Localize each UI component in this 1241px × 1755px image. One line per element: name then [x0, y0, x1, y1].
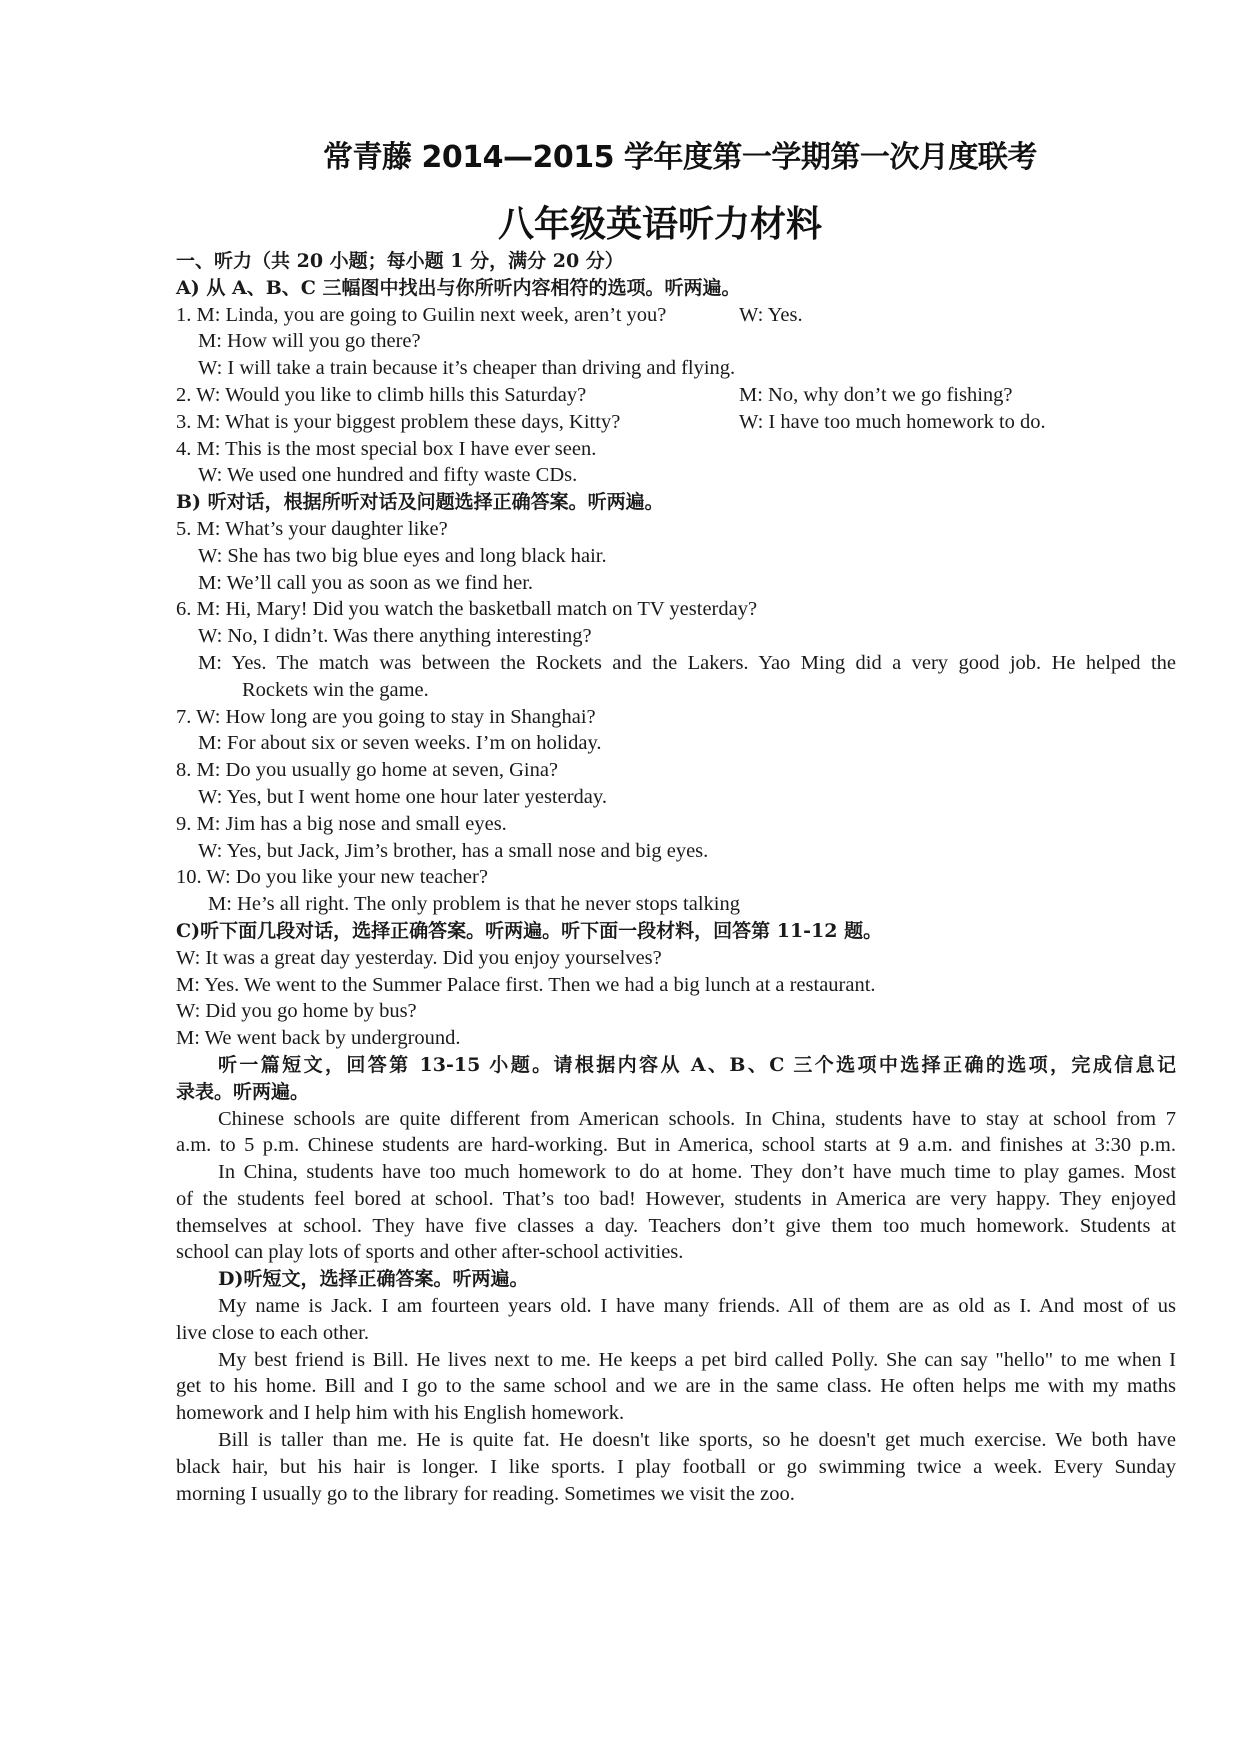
q8-line-b: W: Yes, but I went home one hour later yesterday. — [198, 785, 607, 808]
q10-line-a: 10. W: Do you like your new teacher? — [176, 866, 488, 889]
d-passage-3-line-2: black hair, but his hair is longer. I like sports. I play football or go swimming twice a week. Every Sunday — [176, 1455, 1176, 1478]
q5-line-c: M: We’ll call you as soon as we find her. — [198, 571, 534, 594]
q1-line-d: W: I will take a train because it’s cheaper than driving and flying. — [198, 357, 736, 380]
part-b-heading: B) 听对话，根据所听对话及问题选择正确答案。听两遍。 — [176, 491, 664, 514]
d-passage-3-line-3: morning I usually go to the library for reading. Sometimes we visit the zoo. — [176, 1482, 795, 1505]
q6-line-c2: Rockets win the game. — [242, 678, 429, 701]
q1-line-b: W: Yes. — [739, 303, 803, 326]
c-passage-2-line-1: In China, students have too much homework to do at home. They don’t have much time to play games. Most — [218, 1161, 1176, 1184]
q5-line-b: W: She has two big blue eyes and long black hair. — [198, 544, 607, 567]
q7-line-b: M: For about six or seven weeks. I’m on holiday. — [198, 732, 602, 755]
part-c-heading: C)听下面几段对话，选择正确答案。听两遍。听下面一段材料，回答第 11-12 题。 — [176, 919, 883, 942]
exam-title: 常青藤 2014—2015 学年度第一学期第一次月度联考 — [323, 140, 1037, 175]
part-a-heading: A) 从 A、B、C 三幅图中找出与你所听内容相符的选项。听两遍。 — [176, 276, 741, 299]
c-passage-2-line-2: of the students feel bored at school. That’s too bad! However, students in America are very happy. They enjoyed — [176, 1187, 1176, 1210]
d-passage-1-line-2: live close to each other. — [176, 1321, 369, 1344]
q10-line-b: M: He’s all right. The only problem is that he never stops talking — [208, 893, 740, 916]
c-passage-2-line-3: themselves at school. They have five classes a day. Teachers don’t give them too much homework. Students at — [176, 1214, 1176, 1237]
q4-line-a: 4. M: This is the most special box I have ever seen. — [176, 437, 597, 460]
q6-line-c1: M: Yes. The match was between the Rockets and the Lakers. Yao Ming did a very good job. He helped the — [198, 651, 1176, 674]
part-d-heading: D)听短文，选择正确答案。听两遍。 — [218, 1268, 529, 1291]
dialogue-line — [176, 409, 1176, 436]
d-passage-2-line-1: My best friend is Bill. He lives next to me. He keeps a pet bird called Polly. She can say "hello" to me when I — [218, 1348, 1176, 1371]
q2-line-a: 2. W: Would you like to climb hills this Saturday? — [176, 383, 587, 406]
d-passage-2-line-3: homework and I help him with his English homework. — [176, 1402, 625, 1425]
q3-line-a: 3. M: What is your biggest problem these days, Kitty? — [176, 410, 621, 433]
c-passage-1-line-1: Chinese schools are quite different from American schools. In China, students have to stay at school from 7 — [218, 1107, 1176, 1130]
dialogue-line — [176, 382, 1176, 409]
c-dialogue-2: M: Yes. We went to the Summer Palace first. Then we had a big lunch at a restaurant. — [176, 973, 876, 996]
c-dialogue-4: M: We went back by underground. — [176, 1027, 461, 1050]
document-body — [176, 248, 1176, 1507]
c-passage-1-line-2: a.m. to 5 p.m. Chinese students are hard-working. But in America, school starts at 9 a.m. and finishes at 3:30 p.m. — [176, 1134, 1176, 1157]
section-heading: 一、听力（共 20 小题；每小题 1 分，满分 20 分） — [176, 250, 624, 272]
c-passage-2-line-4: school can play lots of sports and other after-school activities. — [176, 1241, 684, 1264]
q6-line-a: 6. M: Hi, Mary! Did you watch the basketball match on TV yesterday? — [176, 598, 758, 621]
exam-subtitle: 八年级英语听力材料 — [497, 204, 822, 245]
d-passage-2-line-2: get to his home. Bill and I go to the same school and we are in the same class. He often helps me with my maths — [176, 1375, 1176, 1398]
dialogue-line — [176, 302, 1176, 329]
c-dialogue-3: W: Did you go home by bus? — [176, 1000, 417, 1023]
q7-line-a: 7. W: How long are you going to stay in Shanghai? — [176, 705, 596, 728]
d-passage-1-line-1: My name is Jack. I am fourteen years old. I have many friends. All of them are as old as I. And most of us — [218, 1295, 1176, 1318]
c-instruction-2: 录表。听两遍。 — [176, 1080, 310, 1103]
q4-line-b: W: We used one hundred and fifty waste CDs. — [198, 464, 578, 487]
q9-line-a: 9. M: Jim has a big nose and small eyes. — [176, 812, 507, 835]
d-passage-3-line-1: Bill is taller than me. He is quite fat. He doesn't like sports, so he doesn't get much exercise. We both have — [218, 1429, 1176, 1452]
c-dialogue-1: W: It was a great day yesterday. Did you enjoy yourselves? — [176, 946, 662, 969]
q1-line-a: 1. M: Linda, you are going to Guilin next week, aren’t you? — [176, 303, 667, 326]
q2-line-b: M: No, why don’t we go fishing? — [739, 383, 1013, 406]
c-instruction-1: 听一篇短文，回答第 13-15 小题。请根据内容从 A、B、C 三个选项中选择正确的选项，完成信息记 — [218, 1053, 1176, 1076]
q3-line-b: W: I have too much homework to do. — [739, 410, 1046, 433]
q1-line-c: M: How will you go there? — [198, 330, 421, 353]
q8-line-a: 8. M: Do you usually go home at seven, Gina? — [176, 759, 559, 782]
q9-line-b: W: Yes, but Jack, Jim’s brother, has a small nose and big eyes. — [198, 839, 709, 862]
q6-line-b: W: No, I didn’t. Was there anything interesting? — [198, 625, 592, 648]
q5-line-a: 5. M: What’s your daughter like? — [176, 517, 448, 540]
